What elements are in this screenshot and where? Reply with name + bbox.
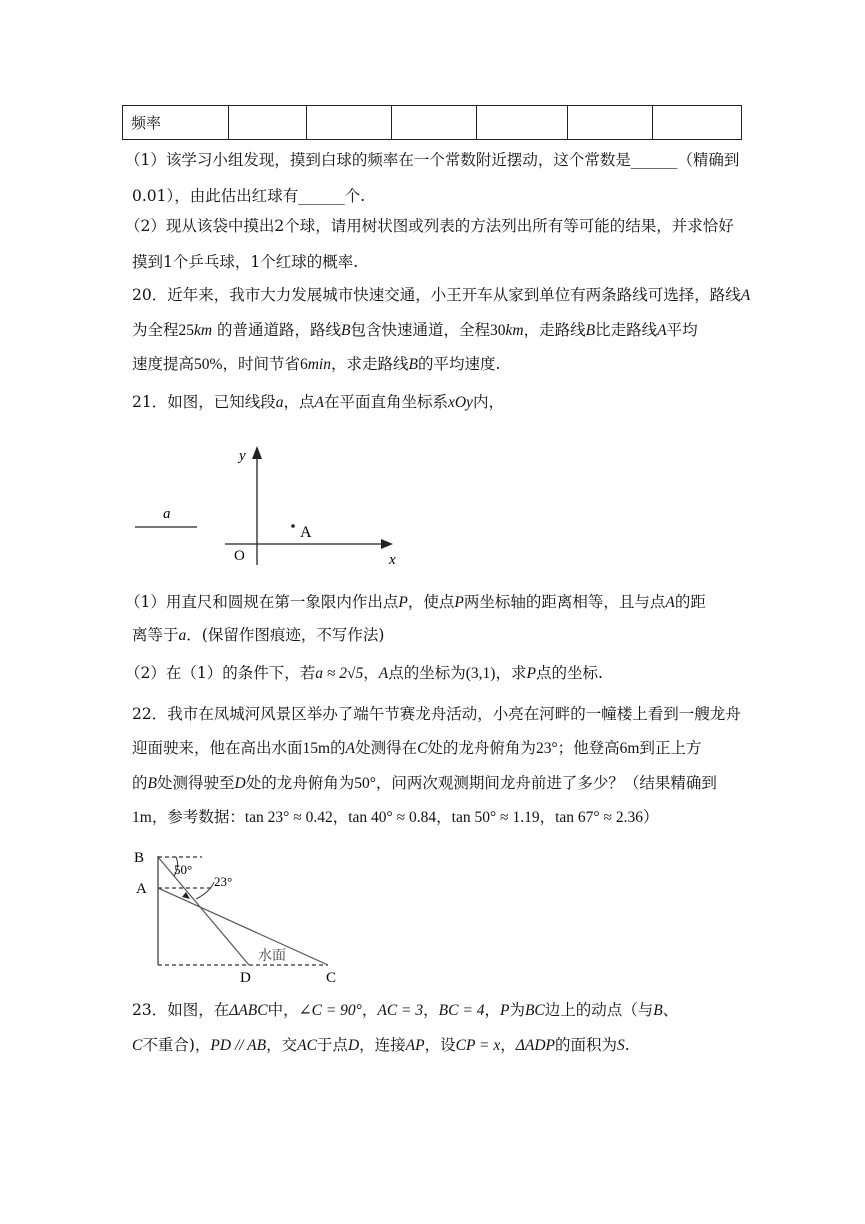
segment-a-label: a bbox=[163, 506, 171, 522]
table-cell bbox=[307, 106, 392, 140]
table-cell bbox=[229, 106, 307, 140]
angle-23-arc bbox=[196, 882, 214, 899]
origin-label: O bbox=[234, 548, 245, 564]
q22-line3: 的B处测得驶至D处的龙舟俯角为50°，问两次观测期间龙舟前进了多少？（结果精确到 bbox=[132, 774, 717, 792]
q19-part2-line2: 摸到1个乒乓球，1个红球的概率. bbox=[132, 253, 359, 271]
q22-line1: 22．我市在凤城河风景区举办了端午节赛龙舟活动，小亮在河畔的一幢楼上看到一艘龙舟 bbox=[132, 705, 741, 723]
sight-line-ac bbox=[158, 888, 328, 965]
point-a-label: A bbox=[300, 524, 312, 541]
q19-part2-line1: （2）现从该袋中摸出2个球，请用树状图或列表的方法列出所有等可能的结果，并求恰好 bbox=[125, 217, 734, 235]
angle-23-label: 23° bbox=[214, 874, 233, 889]
point-b-label: B bbox=[134, 850, 145, 866]
q19-part1-line1: （1）该学习小组发现，摸到白球的频率在一个常数附近摆动，这个常数是______（精确到 bbox=[125, 151, 740, 169]
water-surface-label: 水面 bbox=[258, 949, 286, 964]
boat-angle-figure bbox=[130, 842, 350, 984]
q21-part1-line2: 离等于a．(保留作图痕迹，不写作法) bbox=[132, 626, 385, 644]
point-a-dot bbox=[291, 524, 295, 528]
frequency-table bbox=[122, 105, 742, 140]
x-axis-label: x bbox=[389, 552, 396, 568]
q21-part2: （2）在（1）的条件下，若a ≈ 2√5，A点的坐标为(3,1)，求P点的坐标. bbox=[125, 664, 603, 682]
point-c-label: C bbox=[326, 970, 337, 984]
q20-line1: 20．近年来，我市大力发展城市快速交通，小王开车从家到单位有两条路线可选择，路线A bbox=[132, 286, 751, 304]
q23-line2: C不重合)，PD // AB，交AC于点D，连接AP，设CP = x，ΔADP的面积为S. bbox=[132, 1036, 630, 1054]
q21-part1-line1: （1）用直尺和圆规在第一象限内作出点P，使点P两坐标轴的距离相等，且与点A的距 bbox=[125, 593, 706, 611]
point-a-label: A bbox=[136, 881, 147, 897]
table-cell bbox=[653, 106, 742, 140]
table-cell bbox=[392, 106, 477, 140]
coordinate-figure bbox=[125, 440, 415, 575]
table-row bbox=[123, 106, 742, 140]
table-cell bbox=[568, 106, 653, 140]
q22-line2: 迎面驶来，他在高出水面15m的A处测得在C处的龙舟俯角为23°；他登高6m到正上方 bbox=[132, 739, 702, 757]
q21-line1: 21．如图，已知线段a，点A在平面直角坐标系xOy内， bbox=[132, 393, 504, 411]
sight-line-bd bbox=[158, 857, 249, 965]
angle-50-label: 50° bbox=[174, 862, 193, 877]
q22-line4: 1m，参考数据：tan 23° ≈ 0.42，tan 40° ≈ 0.84，tan 50° ≈ 1.19，tan 67° ≈ 2.36） bbox=[132, 808, 659, 826]
q19-part1-line2: 0.01），由此估出红球有______个. bbox=[132, 187, 366, 205]
q20-line3: 速度提高50%，时间节省6min，求走路线B的平均速度. bbox=[132, 355, 501, 373]
table-cell bbox=[477, 106, 568, 140]
y-axis-label: y bbox=[239, 448, 246, 464]
x-axis-arrow-icon bbox=[381, 539, 393, 549]
y-axis-arrow-icon bbox=[252, 446, 262, 459]
table-row-label: 频率 bbox=[123, 106, 229, 140]
q20-line2: 为全程25km 的普通道路，路线B包含快速通道，全程30km，走路线B比走路线A平均 bbox=[132, 321, 698, 339]
q23-line1: 23．如图，在ΔABC中，∠C = 90°，AC = 3，BC = 4，P为BC边上的动点（与B、 bbox=[132, 1001, 679, 1019]
point-d-label: D bbox=[240, 970, 251, 984]
